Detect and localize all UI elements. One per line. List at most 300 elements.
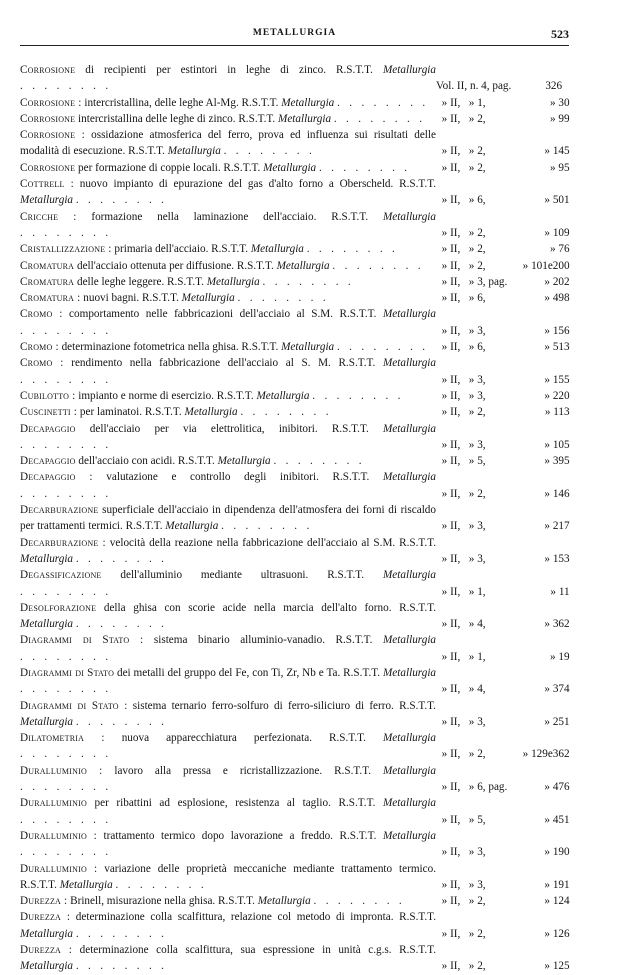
entry-reference — [436, 225, 569, 241]
entry-reference — [436, 339, 569, 355]
reference-number: » 2, — [468, 748, 486, 761]
entry-journal: Metallurgia — [382, 829, 436, 842]
entry-term: Cromo : — [20, 357, 64, 370]
entry-text: velocità della reazione nella fabbricazione dell'acciaio al S.M. R.S.T.T. — [105, 536, 436, 549]
entry-reference — [436, 388, 569, 404]
reference-page: » 19 — [550, 650, 570, 663]
entry-reference — [436, 812, 569, 828]
reference-volume: » II, — [441, 292, 461, 305]
entry-term: Corrosione : — [20, 96, 82, 109]
leader-dots: . . . . . . . . — [75, 927, 168, 940]
entry-reference — [436, 143, 569, 159]
entry-journal: Metallurgia — [217, 455, 271, 468]
reference-page: » 146 — [544, 487, 570, 500]
index-entry — [20, 421, 569, 454]
entry-text: di recipienti per estintori in leghe di zinco. R.S.T.T. — [75, 64, 373, 76]
index-entry — [20, 469, 569, 502]
entry-term: Decarburazione : — [20, 536, 106, 549]
index-entry — [20, 795, 569, 828]
entry-description — [20, 893, 436, 909]
entry-description — [20, 258, 436, 274]
index-entry — [20, 111, 569, 127]
leader-dots: . . . . . . . . — [20, 650, 112, 663]
index-entry — [20, 241, 569, 257]
entry-reference — [436, 111, 569, 127]
leader-dots: . . . . . . . . — [237, 292, 329, 305]
leader-dots: . . . . . . . . — [262, 275, 354, 288]
index-entry — [20, 909, 569, 942]
index-entry — [20, 942, 569, 975]
entry-reference — [436, 746, 569, 762]
reference-number: » 6, pag. — [468, 781, 508, 794]
reference-volume: » II, — [441, 161, 461, 174]
reference-prefix: Vol. II, n. 4, pag. — [436, 80, 512, 93]
reference-number: » 4, — [468, 683, 486, 696]
reference-number: » 1, — [468, 96, 486, 109]
entry-journal: Metallurgia — [382, 764, 436, 777]
entry-text: dell'acciaio ottenuta per diffusione. R.S.T.T. — [74, 259, 274, 272]
index-entry — [20, 453, 569, 469]
entry-text: Brinell, misurazione nella ghisa. R.S.T.T. — [67, 895, 255, 908]
reference-number: » 2, — [468, 927, 486, 940]
entry-description — [20, 62, 436, 95]
entry-description — [20, 95, 436, 111]
reference-page: » 476 — [544, 781, 570, 794]
reference-volume: » II, — [441, 895, 461, 908]
leader-dots: . . . . . . . . — [20, 80, 112, 93]
entry-description — [20, 453, 436, 469]
entry-journal: Metallurgia — [382, 797, 437, 810]
reference-volume: » II, — [441, 813, 461, 826]
reference-volume: » II, — [441, 683, 461, 696]
entry-description — [20, 828, 436, 861]
index-entry — [20, 535, 569, 568]
entry-reference — [436, 714, 569, 730]
reference-page: » 217 — [544, 520, 570, 533]
entry-text: per formazione di coppie locali. R.S.T.T. — [75, 161, 261, 174]
entry-text: delle leghe leggere. R.S.T.T. — [74, 275, 204, 288]
entry-description — [20, 388, 436, 404]
index-entry — [20, 893, 569, 909]
leader-dots: . . . . . . . . — [223, 145, 316, 158]
reference-page: » 105 — [544, 438, 570, 451]
entry-reference — [436, 274, 569, 290]
entry-text: valutazione e controllo degli inibitori. R.S.T.T. — [92, 471, 370, 484]
reference-page: » 202 — [544, 275, 570, 288]
entry-reference — [436, 779, 569, 795]
entry-text: sistema ternario ferro-solfuro di ferro-siliciuro di ferro. R.S.T.T. — [127, 699, 436, 712]
entry-term: Cromatura : — [20, 292, 81, 305]
entry-journal: Metallurgia — [256, 389, 310, 402]
entry-term: Decapaggio — [20, 455, 76, 468]
entry-term: Cottrell : — [20, 178, 74, 191]
index-entry — [20, 600, 569, 633]
reference-page: » 95 — [550, 161, 570, 174]
entry-journal: Metallurgia — [20, 552, 74, 565]
index-entry — [20, 763, 569, 796]
leader-dots: . . . . . . . . — [273, 455, 365, 468]
index-entry — [20, 567, 569, 600]
entry-description — [20, 600, 436, 633]
entry-journal: Metallurgia — [167, 145, 221, 158]
entry-term: Decapaggio : — [20, 471, 93, 484]
entry-term: Cuscinetti : — [20, 406, 78, 419]
entry-reference — [436, 372, 569, 388]
entry-journal: Metallurgia — [276, 259, 330, 272]
entry-text: dell'alluminio mediante ultrasuoni. R.S.T.T. — [101, 569, 365, 582]
reference-volume: » II, — [441, 96, 461, 109]
index-entry — [20, 665, 569, 698]
reference-page: » 155 — [544, 373, 570, 386]
entry-term: Cricche : — [20, 210, 77, 223]
entry-reference — [436, 192, 569, 208]
entry-description — [20, 404, 436, 420]
entry-journal: Metallurgia — [382, 357, 436, 370]
reference-number: » 3, — [468, 520, 486, 533]
entry-reference — [436, 453, 569, 469]
entry-term: Duralluminio : — [20, 862, 98, 875]
reference-number: » 3, — [468, 438, 486, 451]
reference-volume: » II, — [441, 112, 461, 125]
entry-description — [20, 306, 436, 339]
entry-term: Cubilotto : — [20, 389, 76, 402]
entry-journal: Metallurgia — [382, 422, 437, 435]
entry-text: dell'acciaio per via elettrolitica, inibitori. R.S.T.T. — [75, 422, 369, 435]
leader-dots: . . . . . . . . — [312, 389, 404, 402]
entry-text: determinazione colla scalfittura, sua espressione in unità c.g.s. R.S.T.T. — [72, 944, 436, 957]
index-entry-list — [20, 62, 569, 975]
leader-dots: . . . . . . . . — [337, 96, 429, 109]
reference-page: » 191 — [544, 878, 570, 891]
leader-dots: . . . . . . . . — [318, 161, 411, 174]
entry-term: Durezza : — [20, 911, 71, 924]
entry-description — [20, 111, 436, 127]
leader-dots: . . . . . . . . — [20, 226, 112, 239]
running-title: METALLURGIA — [252, 28, 337, 38]
entry-text: primaria dell'acciaio. R.S.T.T. — [111, 243, 249, 256]
reference-number: » 5, — [468, 455, 486, 468]
index-entry — [20, 306, 569, 339]
reference-page: » 395 — [544, 455, 570, 468]
reference-volume: » II, — [441, 194, 461, 207]
reference-number: » 2, — [468, 895, 486, 908]
entry-journal: Metallurgia — [20, 618, 74, 631]
entry-reference — [436, 958, 569, 974]
leader-dots: . . . . . . . . — [75, 960, 168, 973]
entry-text: superficiale dell'acciaio in dipendenza dell'atmosfera dei forni di riscaldo per trattamenti termici. R.S.T.T. — [20, 504, 436, 533]
entry-description — [20, 665, 436, 698]
entry-term: Corrosione : — [20, 129, 85, 142]
entry-text: nuova apparecchiatura perfezionata. R.S.T.T. — [104, 732, 366, 745]
entry-reference — [436, 290, 569, 306]
leader-dots: . . . . . . . . — [20, 438, 112, 451]
entry-term: Corrosione — [20, 64, 76, 76]
entry-term: Cromo : — [20, 308, 63, 321]
reference-page: » 498 — [544, 292, 570, 305]
leader-dots: . . . . . . . . — [332, 259, 424, 272]
entry-journal: Metallurgia — [281, 341, 335, 354]
reference-number: » 1, — [468, 650, 486, 663]
reference-number: » 2, — [468, 161, 486, 174]
reference-number: » 2, — [468, 243, 486, 256]
index-entry — [20, 62, 569, 95]
leader-dots: . . . . . . . . — [115, 878, 207, 891]
leader-dots: . . . . . . . . — [20, 585, 112, 598]
reference-volume: » II, — [441, 650, 461, 663]
reference-number: » 3, — [468, 715, 486, 728]
reference-volume: » II, — [441, 552, 461, 565]
entry-reference — [436, 877, 569, 893]
entry-reference — [436, 437, 569, 453]
entry-journal: Metallurgia — [382, 64, 436, 76]
entry-journal: Metallurgia — [165, 520, 219, 533]
reference-number: » 4, — [468, 618, 486, 631]
entry-journal: Metallurgia — [382, 732, 436, 745]
reference-number: » 2, — [468, 259, 486, 272]
entry-description — [20, 567, 436, 600]
reference-volume: » II, — [441, 781, 461, 794]
reference-volume: » II, — [441, 389, 461, 402]
index-entry — [20, 730, 569, 763]
leader-dots: . . . . . . . . — [20, 683, 112, 696]
entry-description — [20, 698, 436, 731]
entry-reference — [436, 78, 569, 94]
reference-number: » 3, — [468, 373, 486, 386]
index-entry — [20, 632, 569, 665]
entry-journal: Metallurgia — [250, 243, 304, 256]
entry-description — [20, 795, 436, 828]
reference-volume: » II, — [441, 406, 461, 419]
reference-number: » 2, — [468, 112, 486, 125]
entry-term: Dilatometria : — [20, 732, 105, 745]
reference-volume: » II, — [441, 846, 461, 859]
reference-volume: » II, — [441, 324, 461, 337]
reference-volume: » II, — [441, 243, 461, 256]
leader-dots: . . . . . . . . — [20, 781, 112, 794]
entry-term: Duralluminio : — [20, 764, 103, 777]
entry-text: per laminatoi. R.S.T.T. — [77, 406, 182, 419]
index-entry — [20, 127, 569, 160]
entry-term: Cromatura — [20, 275, 75, 288]
entry-text: rendimento nella fabbricazione dell'acciaio al S. M. R.S.T.T. — [63, 357, 376, 370]
reference-number: » 6, — [468, 292, 486, 305]
entry-description — [20, 632, 436, 665]
entry-text: dei metalli del gruppo del Fe, con Ti, Zr, Nb e Ta. R.S.T.T. — [114, 666, 381, 679]
entry-reference — [436, 241, 569, 257]
page-header — [20, 28, 569, 44]
entry-description — [20, 469, 436, 502]
entry-journal: Metallurgia — [20, 927, 74, 940]
entry-term: Cristallizzazione : — [20, 243, 112, 256]
reference-page: 326 — [545, 80, 563, 93]
entry-text: sistema binario alluminio-vanadio. R.S.T.T. — [143, 634, 373, 647]
entry-description — [20, 421, 436, 454]
entry-description — [20, 274, 436, 290]
entry-journal: Metallurgia — [20, 960, 74, 973]
entry-term: Duralluminio — [20, 797, 87, 810]
entry-journal: Metallurgia — [382, 569, 436, 582]
leader-dots: . . . . . . . . — [333, 112, 426, 125]
entry-journal: Metallurgia — [382, 666, 437, 679]
entry-reference — [436, 95, 569, 111]
header-rule — [20, 45, 569, 46]
entry-journal: Metallurgia — [382, 634, 437, 647]
leader-dots: . . . . . . . . — [20, 748, 112, 761]
entry-text: intercristallina delle leghe di zinco. R.S.T.T. — [75, 112, 276, 125]
index-entry — [20, 355, 569, 388]
entry-reference — [436, 323, 569, 339]
index-entry — [20, 160, 569, 176]
entry-term: Durezza : — [20, 944, 73, 957]
entry-description — [20, 861, 436, 894]
reference-number: » 2, — [468, 406, 486, 419]
entry-journal: Metallurgia — [206, 275, 260, 288]
reference-number: » 3, — [468, 324, 486, 337]
entry-term: Diagrammi di Stato : — [20, 634, 144, 647]
reference-number: » 6, — [468, 194, 486, 207]
reference-page: » 124 — [544, 895, 570, 908]
entry-reference — [436, 160, 569, 176]
reference-volume: » II, — [441, 927, 461, 940]
entry-term: Diagrammi di Stato — [20, 666, 115, 679]
entry-journal: Metallurgia — [278, 112, 332, 125]
entry-term: Corrosione — [20, 161, 76, 174]
entry-reference — [436, 926, 569, 942]
entry-reference — [436, 616, 569, 632]
reference-volume: » II, — [441, 145, 461, 158]
leader-dots: . . . . . . . . — [20, 324, 112, 337]
entry-journal: Metallurgia — [20, 194, 74, 207]
entry-description — [20, 241, 436, 257]
index-entry — [20, 502, 569, 535]
entry-reference — [436, 258, 569, 274]
entry-text: nuovo impianto di epurazione del gas d'alto forno a Oberscheld. R.S.T.T. — [73, 178, 436, 191]
reference-number: » 3, pag. — [468, 275, 508, 288]
entry-description — [20, 339, 436, 355]
leader-dots: . . . . . . . . — [306, 243, 399, 256]
reference-volume: » II, — [441, 878, 461, 891]
reference-volume: » II, — [441, 960, 461, 973]
reference-page: » 362 — [544, 618, 570, 631]
entry-text: comportamento nelle fabbricazioni dell'acciaio al S.M. R.S.T.T. — [62, 308, 377, 321]
reference-page: » 113 — [544, 406, 570, 419]
entry-term: Diagrammi di Stato : — [20, 699, 128, 712]
entry-term: Decapaggio — [20, 422, 76, 435]
index-entry — [20, 404, 569, 420]
entry-journal: Metallurgia — [20, 715, 74, 728]
reference-volume: » II, — [441, 373, 461, 386]
entry-text: determinazione colla scalfittura, relazione col metodo di impronta. R.S.T.T. — [70, 911, 436, 924]
entry-journal: Metallurgia — [181, 292, 235, 305]
entry-description — [20, 535, 436, 568]
entry-text: della ghisa con scorie acide nella marcia dell'alto forno. R.S.T.T. — [96, 601, 436, 614]
reference-volume: » II, — [441, 341, 461, 354]
leader-dots: . . . . . . . . — [20, 846, 112, 859]
entry-description — [20, 502, 436, 535]
index-entry — [20, 698, 569, 731]
reference-page: » 156 — [544, 324, 570, 337]
reference-page: » 251 — [544, 715, 570, 728]
entry-term: Duralluminio : — [20, 829, 97, 842]
entry-text: ossidazione atmosferica del ferro, prova ed influenza sui risultati delle modalità di esecuzione. R.S.T.T. — [20, 129, 436, 158]
entry-journal: Metallurgia — [382, 308, 436, 321]
index-entry — [20, 388, 569, 404]
entry-description — [20, 160, 436, 176]
reference-page: » 101e200 — [522, 259, 570, 272]
entry-term: Corrosione — [20, 112, 76, 125]
leader-dots: . . . . . . . . — [20, 487, 112, 500]
reference-number: » 1, — [468, 585, 486, 598]
leader-dots: . . . . . . . . — [20, 813, 112, 826]
entry-reference — [436, 518, 569, 534]
reference-volume: » II, — [441, 520, 461, 533]
reference-volume: » II, — [441, 748, 461, 761]
reference-volume: » II, — [441, 226, 461, 239]
entry-text: formazione nella laminazione dell'acciaio. R.S.T.T. — [76, 210, 369, 223]
leader-dots: . . . . . . . . — [75, 715, 168, 728]
index-entry — [20, 258, 569, 274]
entry-reference — [436, 551, 569, 567]
entry-description — [20, 942, 436, 975]
leader-dots: . . . . . . . . — [75, 194, 168, 207]
reference-page: » 145 — [544, 145, 570, 158]
reference-number: » 2, — [468, 145, 486, 158]
reference-page: » 190 — [544, 846, 570, 859]
reference-page: » 30 — [550, 96, 570, 109]
entry-term: Desolforazione — [20, 601, 97, 614]
reference-page: » 109 — [544, 226, 570, 239]
index-entry — [20, 176, 569, 209]
entry-description — [20, 176, 436, 209]
entry-description — [20, 355, 436, 388]
leader-dots: . . . . . . . . — [313, 895, 405, 908]
reference-number: » 3, — [468, 552, 486, 565]
reference-number: » 3, — [468, 878, 486, 891]
entry-journal: Metallurgia — [382, 471, 436, 484]
index-entry — [20, 95, 569, 111]
leader-dots: . . . . . . . . — [75, 552, 168, 565]
entry-term: Decarburazione — [20, 504, 99, 517]
index-entry — [20, 274, 569, 290]
entry-text: per ribattini ad esplosione, resistenza al taglio. R.S.T.T. — [86, 797, 376, 810]
entry-journal: Metallurgia — [184, 406, 238, 419]
index-entry — [20, 339, 569, 355]
reference-number: » 2, — [468, 226, 486, 239]
reference-page: » 153 — [544, 552, 570, 565]
index-entry — [20, 861, 569, 894]
entry-text: nuovi bagni. R.S.T.T. — [80, 292, 179, 305]
reference-volume: » II, — [441, 275, 461, 288]
entry-journal: Metallurgia — [382, 210, 436, 223]
entry-text: lavoro alla pressa e ricristallizzazione. R.S.T.T. — [102, 764, 371, 777]
entry-journal: Metallurgia — [263, 161, 317, 174]
reference-page: » 374 — [544, 683, 570, 696]
reference-page: » 220 — [544, 389, 570, 402]
reference-volume: » II, — [441, 455, 461, 468]
reference-page: » 99 — [550, 112, 570, 125]
entry-reference — [436, 844, 569, 860]
reference-page: » 451 — [544, 813, 570, 826]
entry-description — [20, 730, 436, 763]
entry-term: Durezza : — [20, 895, 68, 908]
leader-dots: . . . . . . . . — [20, 373, 112, 386]
entry-reference — [436, 681, 569, 697]
entry-term: Cromatura — [20, 259, 75, 272]
leader-dots: . . . . . . . . — [336, 341, 429, 354]
entry-journal: Metallurgia — [281, 96, 335, 109]
reference-page: » 76 — [550, 243, 570, 256]
reference-page: » 126 — [544, 927, 570, 940]
